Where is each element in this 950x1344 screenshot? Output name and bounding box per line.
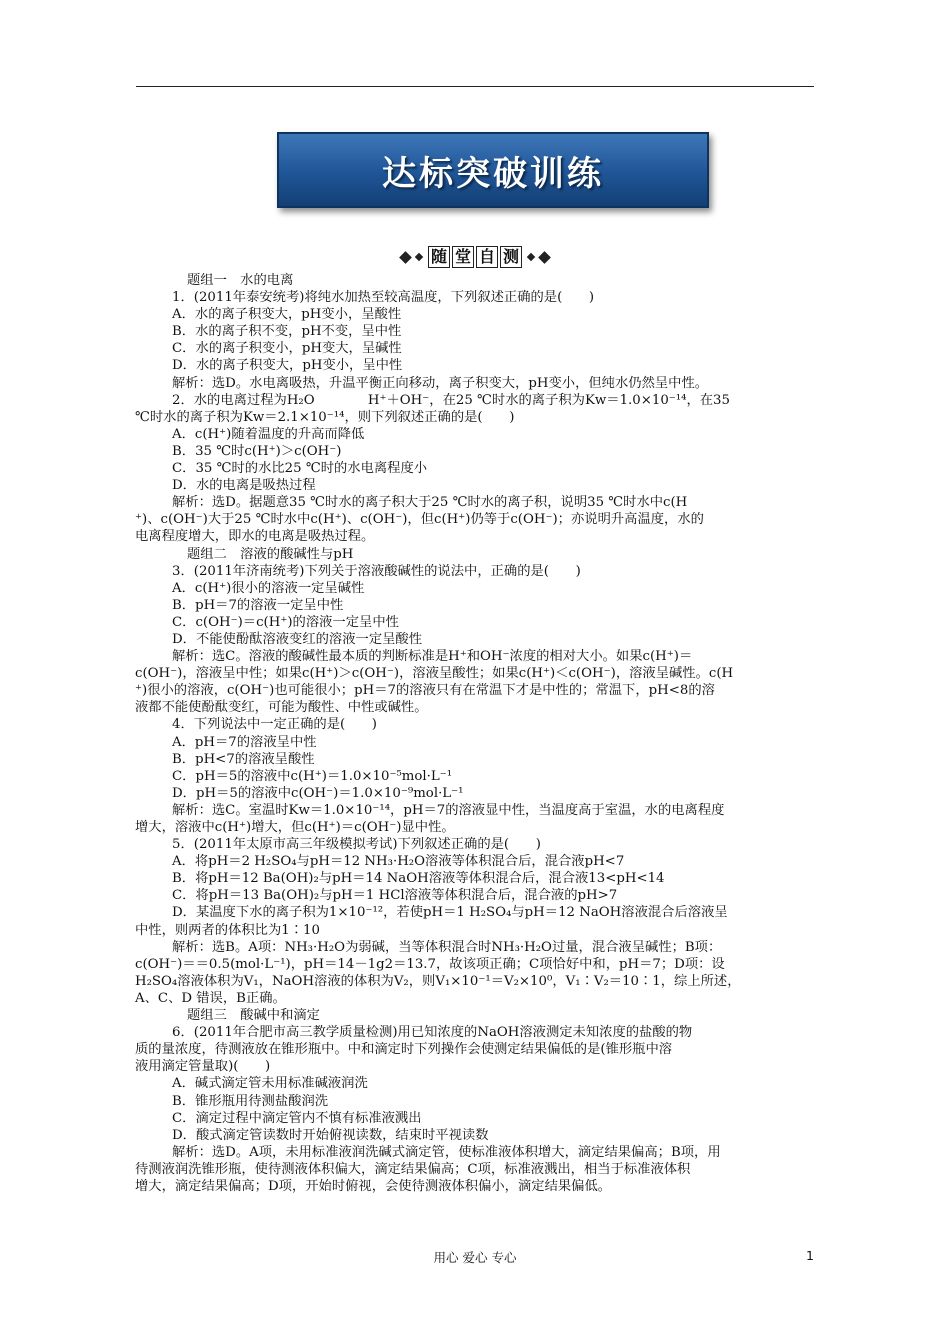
text-line: A．水的离子积变大，pH变小，呈酸性 — [172, 307, 402, 323]
text-line: 1．(2011年泰安统考)将纯水加热至较高温度，下列叙述正确的是( ) — [172, 290, 595, 306]
text-line: D．水的电离是吸热过程 — [172, 478, 316, 494]
text-line: ℃时水的离子积为Kw＝2.1×10⁻¹⁴，则下列叙述正确的是( ) — [135, 409, 515, 425]
text-line: 题组二 溶液的酸碱性与pH — [187, 546, 354, 562]
text-line: A．将pH＝2 H₂SO₄与pH＝12 NH₃·H₂O溶液等体积混合后，混合液pH<7 — [172, 854, 625, 870]
diamond-icon — [415, 253, 423, 261]
text-line: 电离程度增大，即水的电离是吸热过程。 — [135, 529, 375, 545]
text-line: 6．(2011年合肥市高三教学质量检测)用已知浓度的NaOH溶液测定未知浓度的盐酸的物 — [172, 1025, 693, 1041]
text-line: 解析：选D。A项，未用标准液润洗碱式滴定管，使标准液体积增大，滴定结果偏高；B项，用 — [172, 1144, 721, 1160]
text-line: 质的量浓度，待测液放在锥形瓶中。中和滴定时下列操作会使测定结果偏低的是(锥形瓶中溶 — [135, 1042, 673, 1058]
exercise-content — [135, 272, 815, 1195]
text-line: B．pH<7的溶液呈酸性 — [172, 751, 315, 767]
text-line: A．碱式滴定管未用标准碱液润洗 — [172, 1076, 368, 1092]
text-line: 解析：选D。据题意35 ℃时水的离子积大于25 ℃时水的离子积，说明35 ℃时水中c(H — [172, 495, 688, 511]
title-banner — [277, 132, 709, 208]
text-line: 题组一 水的电离 — [187, 273, 294, 288]
page-number: 1 — [806, 1248, 814, 1263]
text-line: c(OH⁻)＝＝0.5(mol·L⁻¹)，pH＝14－1g2＝13.7，故该项正确；C项恰好中和，pH＝7；D项：设 — [135, 956, 725, 972]
text-line: c(OH⁻)，溶液呈中性；如果c(H⁺)＞c(OH⁻)，溶液呈酸性；如果c(H⁺)＜c(OH⁻)，溶液呈碱性。c(H — [135, 666, 734, 682]
text-line: 题组三 酸碱中和滴定 — [187, 1008, 320, 1024]
text-line: C．滴定过程中滴定管内不慎有标准液溅出 — [172, 1110, 422, 1126]
banner-title: 达标突破训练 — [382, 153, 604, 194]
footer-motto: 用心 爱心 专心 — [433, 1250, 517, 1265]
text-line: A、C、D 错误，B正确。 — [135, 990, 286, 1006]
subheading-char: 测 — [500, 246, 522, 268]
header-rule — [136, 86, 814, 87]
text-line: ⁺)、c(OH⁻)大于25 ℃时水中c(H⁺)、c(OH⁻)，但c(H⁺)仍等于c(OH⁻)；亦说明升高温度，水的 — [135, 512, 704, 528]
text-line: 增大，溶液中c(H⁺)增大，但c(H⁺)＝c(OH⁻)显中性。 — [135, 820, 455, 835]
text-line: A．c(H⁺)随着温度的升高而降低 — [172, 426, 365, 442]
text-line: 待测液润洗锥形瓶，使待测液体积偏大，滴定结果偏高；C项，标准液溅出，相当于标准液体积 — [135, 1161, 691, 1177]
text-line: 解析：选D。水电离吸热，升温平衡正向移动，离子积变大，pH变小，但纯水仍然呈中性。 — [172, 375, 709, 391]
text-line: 解析：选C。溶液的酸碱性最本质的判断标准是H⁺和OH⁻浓度的相对大小。如果c(H⁺)＝ — [172, 649, 693, 665]
diamond-icon — [527, 253, 535, 261]
text-line: 液用滴定管量取)( ) — [135, 1059, 271, 1075]
text-line: H₂SO₄溶液体积为V₁，NaOH溶液的体积为V₂，则V₁×10⁻¹＝V₂×10⁰，V₁∶V₂＝10∶1，综上所述， — [135, 973, 741, 989]
text-line: D．某温度下水的离子积为1×10⁻¹²，若使pH＝1 H₂SO₄与pH＝12 NaOH溶液混合后溶液呈 — [172, 905, 728, 921]
text-line: 中性，则两者的体积比为1∶10 — [135, 922, 320, 938]
section-subheading — [0, 244, 950, 270]
text-line: C．35 ℃时的水比25 ℃时的水电离程度小 — [172, 461, 428, 477]
text-line: 3．(2011年济南统考)下列关于溶液酸碱性的说法中，正确的是( ) — [172, 563, 581, 579]
text-line: ⁺)很小的溶液，c(OH⁻)也可能很小；pH＝7的溶液只有在常温下才是中性的；常温下，pH<8的溶 — [135, 683, 715, 699]
text-line: B．35 ℃时c(H⁺)＞c(OH⁻) — [172, 443, 342, 459]
text-line: C．pH＝5的溶液中c(H⁺)＝1.0×10⁻⁵mol·L⁻¹ — [172, 768, 453, 784]
text-line: 增大，滴定结果偏高；D项，开始时俯视，会使待测液体积偏小，滴定结果偏低。 — [135, 1178, 612, 1194]
text-line: C．c(OH⁻)＝c(H⁺)的溶液一定呈中性 — [172, 614, 399, 630]
text-line: D．水的离子积变大，pH变小，呈中性 — [172, 358, 403, 374]
subheading-char: 自 — [476, 246, 498, 268]
subheading-text — [428, 246, 522, 268]
text-line: D．酸式滴定管读数时开始俯视读数，结束时平视读数 — [172, 1127, 489, 1143]
text-line: B．锥形瓶用待测盐酸润洗 — [172, 1093, 329, 1109]
text-line: B．水的离子积不变，pH不变，呈中性 — [172, 324, 402, 340]
text-line: C．将pH＝13 Ba(OH)₂与pH＝1 HCl溶液等体积混合后，混合液的pH>7 — [172, 888, 618, 904]
text-line: 4．下列说法中一定正确的是( ) — [172, 717, 377, 733]
text-line: D．不能使酚酞溶液变红的溶液一定呈酸性 — [172, 631, 423, 647]
text-line: 2．水的电离过程为H₂O H⁺＋OH⁻，在25 ℃时水的离子积为Kw＝1.0×10⁻¹⁴，在35 — [172, 392, 730, 408]
text-line: B．将pH＝12 Ba(OH)₂与pH＝14 NaOH溶液等体积混合后，混合液13<pH<14 — [172, 871, 665, 887]
subheading-char: 随 — [428, 246, 450, 268]
text-line: 解析：选B。A项：NH₃·H₂O为弱碱，当等体积混合时NH₃·H₂O过量，混合液呈碱性；B项： — [172, 939, 722, 955]
text-line: 5．(2011年太原市高三年级模拟考试)下列叙述正确的是( ) — [172, 837, 541, 853]
text-line: A．c(H⁺)很小的溶液一定呈碱性 — [172, 580, 365, 596]
diamond-icon — [538, 251, 551, 264]
diamond-icon — [399, 251, 412, 264]
text-line: D．pH＝5的溶液中c(OH⁻)＝1.0×10⁻⁹mol·L⁻¹ — [172, 785, 464, 801]
text-line: 解析：选C。室温时Kw＝1.0×10⁻¹⁴，pH＝7的溶液显中性，当温度高于室温，水的电离程度 — [172, 802, 725, 818]
text-line: B．pH＝7的溶液一定呈中性 — [172, 597, 344, 613]
text-line: A．pH＝7的溶液呈中性 — [172, 734, 317, 750]
text-line: 液都不能使酚酞变红，可能为酸性、中性或碱性。 — [135, 700, 428, 716]
subheading-char: 堂 — [452, 246, 474, 268]
text-line: C．水的离子积变小，pH变大，呈碱性 — [172, 341, 402, 357]
